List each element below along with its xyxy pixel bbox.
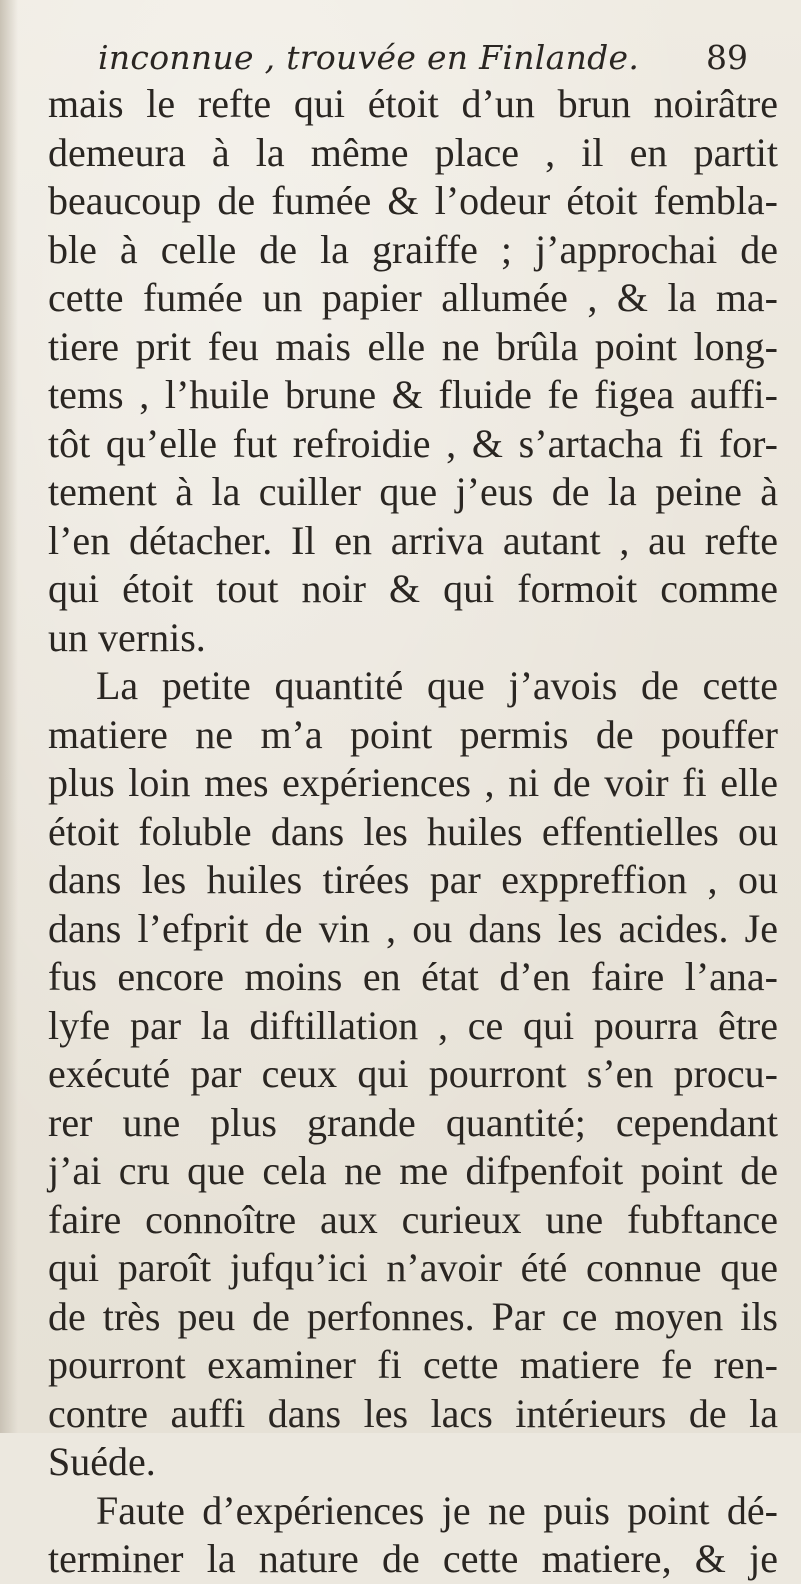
text-line: dans l’efprit de vin , ou dans les acides. Je <box>48 905 778 951</box>
text-line: matiere ne m’a point permis de pouffer <box>48 711 778 757</box>
text-line: dans les huiles tirées par exppreffion , ou <box>48 857 778 902</box>
text-line: faire connoître aux curieux une fubftance <box>48 1196 778 1242</box>
text-line: mais le refte qui étoit d’un brun noirâtre <box>48 81 778 126</box>
text-line: ble à celle de la graiffe ; j’approchai de <box>48 226 778 272</box>
text-line: l’en détacher. Il en arriva autant , au refte <box>48 517 778 563</box>
body-text <box>48 80 778 1584</box>
text-line: fus encore moins en état d’en faire l’ana- <box>48 954 778 999</box>
text-line: étoit foluble dans les huiles effentielles ou <box>48 808 778 854</box>
text-line: tement à la cuiller que j’eus de la peine à <box>48 469 778 514</box>
text-line: tiere prit feu mais elle ne brûla point long- <box>48 323 778 369</box>
paragraph-end-line: un vernis. <box>48 614 206 660</box>
text-line: tôt qu’elle fut refroidie , & s’artacha fi for- <box>48 420 778 466</box>
paragraph-start-line: Faute d’expériences je ne puis point dé- <box>96 1487 778 1533</box>
text-line: qui étoit tout noir & qui formoit comme <box>48 566 778 611</box>
text-line: j’ai cru que cela ne me difpenfoit point de <box>48 1148 778 1193</box>
page-header <box>0 38 801 84</box>
text-line: contre auffi dans les lacs intérieurs de la <box>48 1390 778 1436</box>
text-line: cette fumée un papier allumée , & la ma- <box>48 275 778 320</box>
text-line: demeura à la même place , il en partit <box>48 129 778 175</box>
text-line: beaucoup de fumée & l’odeur étoit fembla- <box>48 178 778 223</box>
text-line: pourront examiner fi cette matiere fe ren- <box>48 1342 778 1387</box>
text-line: lyfe par la diftillation , ce qui pourra être <box>48 1002 778 1048</box>
text-line: de très peu de perfonnes. Par ce moyen ils <box>48 1293 778 1339</box>
text-line: rer une plus grande quantité; cependant <box>48 1099 778 1145</box>
running-title: inconnue , trouvée en Finlande. <box>98 38 640 77</box>
paragraph-end-line: Suéde. <box>48 1439 156 1484</box>
paragraph-start-line: La petite quantité que j’avois de cette <box>96 663 778 708</box>
page-gutter-shadow <box>0 0 18 1433</box>
page-number: 89 <box>706 38 748 77</box>
text-line: terminer la nature de cette matiere, & je <box>48 1536 778 1581</box>
text-line: plus loin mes expériences , ni de voir fi elle <box>48 760 778 805</box>
text-line: tems , l’huile brune & fluide fe figea auffi- <box>48 372 778 417</box>
text-line: exécuté par ceux qui pourront s’en procu- <box>48 1051 778 1096</box>
text-line: qui paroît jufqu’ici n’avoir été connue que <box>48 1245 778 1290</box>
